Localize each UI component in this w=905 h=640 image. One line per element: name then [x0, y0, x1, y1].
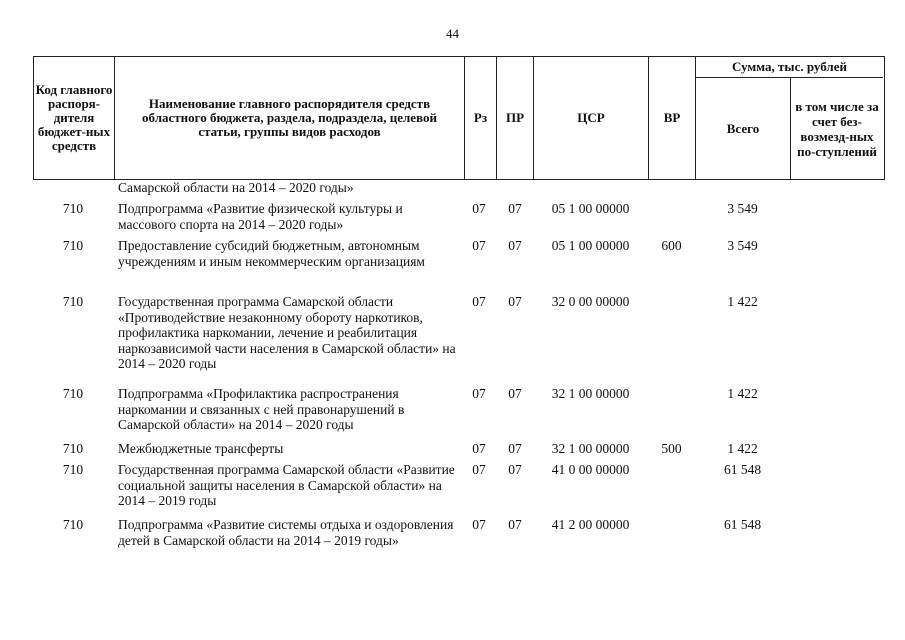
row-code: 710 — [62, 294, 84, 309]
row-name: Предоставление субсидий бюджетным, автономным учреждениям и иным некоммерческим организациям — [118, 238, 425, 269]
table-header — [33, 56, 885, 180]
row-name: Государственная программа Самарской области «Противодействие незаконному обороту наркотиков, профилактика наркомании, лечение и реабилитация наркозависимой части населения в Самарской области» на 2014 – 2020 годы — [118, 294, 456, 371]
row-name: Подпрограмма «Профилактика распространения наркомании и связанных с ней правонарушений в Самарской области» на 2014 – 2020 годы — [118, 386, 405, 432]
row-total: 1 422 — [727, 294, 758, 309]
row-pr: 07 — [508, 441, 522, 456]
row-name: Самарской области на 2014 – 2020 годы» — [118, 180, 354, 195]
header-pr: ПР — [496, 57, 533, 179]
row-pr: 07 — [508, 294, 522, 309]
header-code: Код главного распоря-дителя бюджет-ных средств — [35, 82, 113, 153]
header-total: Всего — [695, 78, 790, 179]
row-name: Подпрограмма «Развитие системы отдыха и оздоровления детей в Самарской области на 2014 – 2019 годы» — [118, 517, 454, 548]
row-csr: 05 1 00 00000 — [551, 201, 630, 216]
row-vr: 500 — [661, 441, 682, 456]
header-name: Наименование главного распорядителя средств областного бюджета, раздела, подраздела, целевой статьи, группы видов расходов — [114, 57, 464, 179]
row-total: 1 422 — [727, 386, 758, 401]
header-sum-title: Сумма, тыс. рублей — [695, 57, 883, 78]
row-name: Подпрограмма «Развитие физической культуры и массового спорта на 2014 – 2020 годы» — [118, 201, 403, 232]
row-csr: 05 1 00 00000 — [551, 238, 630, 253]
row-pr: 07 — [508, 386, 522, 401]
row-name: Межбюджетные трансферты — [118, 441, 284, 456]
row-rz: 07 — [472, 441, 486, 456]
row-pr: 07 — [508, 517, 522, 532]
row-csr: 32 0 00 00000 — [551, 294, 630, 309]
page-number: 44 — [446, 26, 459, 41]
row-rz: 07 — [472, 294, 486, 309]
row-rz: 07 — [472, 238, 486, 253]
header-vr: ВР — [648, 57, 695, 179]
row-rz: 07 — [472, 462, 486, 477]
row-rz: 07 — [472, 386, 486, 401]
row-csr: 32 1 00 00000 — [551, 386, 630, 401]
row-code: 710 — [62, 238, 84, 253]
row-code: 710 — [62, 386, 84, 401]
row-code: 710 — [62, 517, 84, 532]
row-rz: 07 — [472, 517, 486, 532]
row-pr: 07 — [508, 238, 522, 253]
row-rz: 07 — [472, 201, 486, 216]
row-pr: 07 — [508, 201, 522, 216]
row-total: 61 548 — [723, 517, 762, 532]
header-rz: Рз — [464, 57, 496, 179]
header-incl: в том числе за счет без-возмезд-ных по-ступлений — [790, 78, 883, 179]
row-total: 3 549 — [727, 201, 758, 216]
row-code: 710 — [62, 441, 84, 456]
row-code: 710 — [62, 462, 84, 477]
row-csr: 41 0 00 00000 — [551, 462, 630, 477]
row-code: 710 — [62, 201, 84, 216]
row-total: 1 422 — [727, 441, 758, 456]
row-total: 3 549 — [727, 238, 758, 253]
row-csr: 41 2 00 00000 — [551, 517, 630, 532]
row-name: Государственная программа Самарской области «Развитие социальной защиты населения в Самарской области» на 2014 – 2019 годы — [118, 462, 455, 508]
header-csr: ЦСР — [533, 57, 648, 179]
row-vr: 600 — [661, 238, 682, 253]
row-total: 61 548 — [723, 462, 762, 477]
row-pr: 07 — [508, 462, 522, 477]
row-csr: 32 1 00 00000 — [551, 441, 630, 456]
